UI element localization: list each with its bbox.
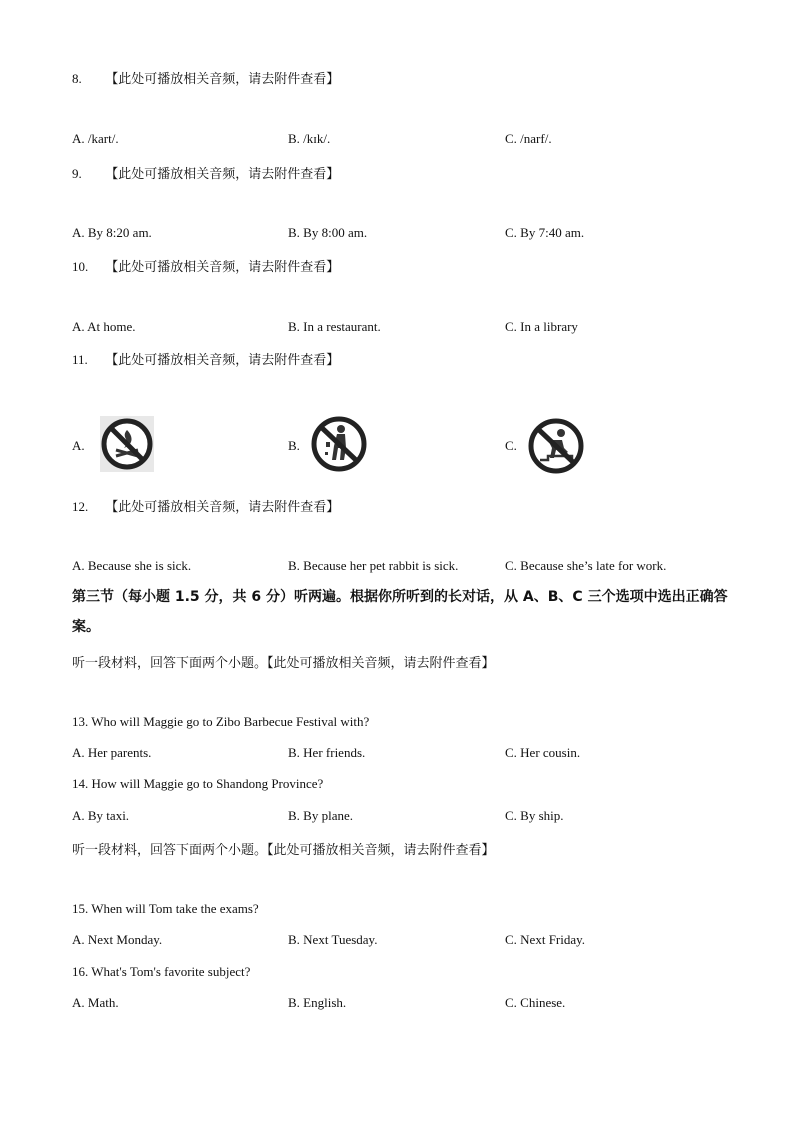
question-number: 12. — [72, 499, 89, 514]
listening-material-1[interactable]: 听一段材料，回答下面两个小题。【此处可播放相关音频，请去附件查看】 — [72, 656, 495, 671]
option-a: A. Math. — [72, 995, 119, 1010]
question-9 — [72, 163, 339, 182]
question-8 — [72, 68, 339, 87]
question-10 — [72, 256, 339, 275]
option-b: B. By 8:00 am. — [288, 225, 368, 240]
question-number: 8. — [72, 71, 82, 86]
audio-placeholder[interactable]: 【此处可播放相关音频，请去附件查看】 — [105, 500, 340, 515]
question-14: 14. How will Maggie go to Shandong Province? — [72, 776, 324, 791]
option-b: B. English. — [288, 995, 347, 1010]
question-16: 16. What's Tom's favorite subject? — [72, 964, 251, 979]
option-a: A. By taxi. — [72, 808, 130, 823]
question-number: 10. — [72, 259, 89, 274]
option-c: C. Next Friday. — [505, 932, 586, 947]
option-b: B. /kɪk/. — [288, 131, 331, 146]
option-b: B. Her friends. — [288, 745, 366, 760]
question-number: 9. — [72, 166, 82, 181]
option-c: C. Chinese. — [505, 995, 566, 1010]
option-a: A. By 8:20 am. — [72, 225, 152, 240]
question-15: 15. When will Tom take the exams? — [72, 901, 259, 916]
option-b: B. Next Tuesday. — [288, 932, 378, 947]
option-c: C. By ship. — [505, 808, 564, 823]
option-c: C. In a library — [505, 319, 578, 334]
no-swimming-icon — [528, 418, 584, 474]
audio-placeholder[interactable]: 【此处可播放相关音频，请去附件查看】 — [105, 353, 340, 368]
option-c: C. Because she’s late for work. — [505, 558, 667, 573]
option-a: A. Next Monday. — [72, 932, 163, 947]
option-b: B. Because her pet rabbit is sick. — [288, 558, 459, 573]
audio-placeholder[interactable]: 【此处可播放相关音频，请去附件查看】 — [105, 260, 340, 275]
option-a: A. At home. — [72, 319, 136, 334]
question-13: 13. Who will Maggie go to Zibo Barbecue Festival with? — [72, 714, 370, 729]
option-b: B. In a restaurant. — [288, 319, 381, 334]
audio-placeholder[interactable]: 【此处可播放相关音频，请去附件查看】 — [105, 167, 340, 182]
no-fire-icon — [100, 416, 154, 472]
listening-material-2[interactable]: 听一段材料，回答下面两个小题。【此处可播放相关音频，请去附件查看】 — [72, 843, 495, 858]
option-a: A. Her parents. — [72, 745, 152, 760]
option-c: C. Her cousin. — [505, 745, 581, 760]
question-11 — [72, 349, 339, 368]
question-number: 11. — [72, 352, 88, 367]
option-b: B. — [288, 438, 300, 453]
no-littering-icon — [311, 416, 367, 472]
audio-placeholder[interactable]: 【此处可播放相关音频，请去附件查看】 — [105, 72, 340, 87]
option-c: C. — [505, 438, 517, 453]
option-c: C. /narf/. — [505, 131, 552, 146]
option-c: C. By 7:40 am. — [505, 225, 585, 240]
section-heading: 第三节（每小题 1.5 分，共 6 分）听两遍。根据你所听到的长对话，从 A、B、C 三个选项中选出正确答案。 — [72, 589, 728, 635]
option-a: A. — [72, 438, 85, 453]
option-a: A. /kart/. — [72, 131, 119, 146]
option-a: A. Because she is sick. — [72, 558, 192, 573]
option-b: B. By plane. — [288, 808, 353, 823]
question-12 — [72, 496, 339, 515]
